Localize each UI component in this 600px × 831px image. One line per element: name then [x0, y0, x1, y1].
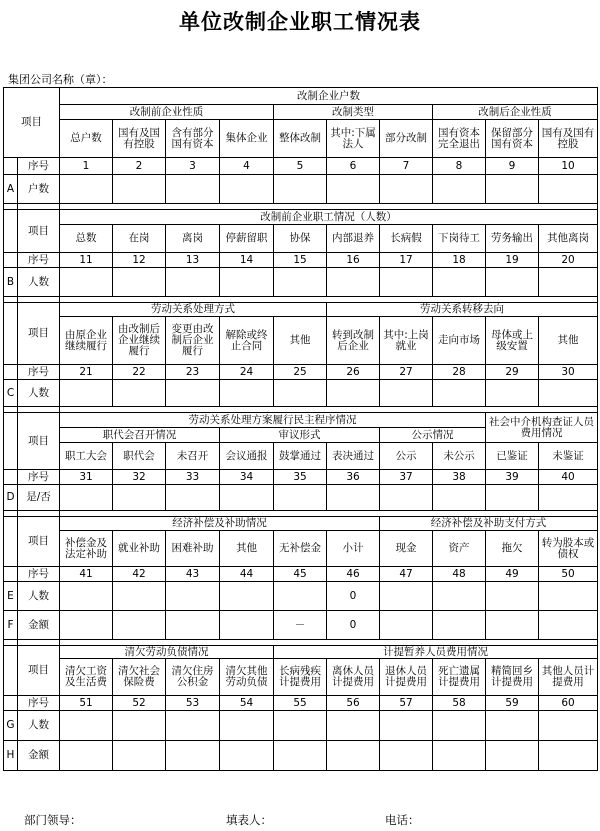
subtotal-value: 0: [327, 611, 380, 640]
data-cell[interactable]: [486, 175, 539, 204]
row-label: 人数: [18, 582, 60, 611]
data-cell[interactable]: [166, 711, 220, 741]
column-number: 41: [60, 567, 113, 582]
column-header: 含有部分国有资本: [166, 120, 220, 158]
column-number: 21: [60, 365, 113, 380]
column-number: 5: [274, 158, 327, 175]
staff-situation-table: [3, 87, 598, 771]
data-cell[interactable]: [380, 268, 433, 297]
row-key: A: [4, 175, 18, 204]
column-header: 整体改制: [274, 120, 327, 158]
column-number: 54: [220, 696, 274, 711]
block5-group-b: 经济补偿及补助支付方式: [380, 517, 598, 531]
column-header: 小计: [327, 531, 380, 567]
blank-cell: [4, 303, 18, 365]
data-cell[interactable]: [166, 175, 220, 204]
column-header: 职工大会: [60, 443, 113, 470]
column-number: 3: [166, 158, 220, 175]
data-cell[interactable]: [486, 711, 539, 741]
column-header: 其中:上岗就业: [380, 317, 433, 365]
column-number: 36: [327, 470, 380, 485]
column-header: 其他: [539, 317, 598, 365]
data-cell[interactable]: [486, 268, 539, 297]
column-header: 补偿金及法定补助: [60, 531, 113, 567]
row-label: 金额: [18, 741, 60, 771]
data-cell[interactable]: [274, 711, 327, 741]
seq-label: 序号: [18, 158, 60, 175]
block3-group-b: 劳动关系转移去向: [327, 303, 598, 317]
column-header: 已鉴证: [486, 443, 539, 470]
column-header: 长病残疾计提费用: [274, 659, 327, 696]
page-title: 单位改制企业职工情况表: [179, 10, 421, 34]
column-header: 鼓掌通过: [274, 443, 327, 470]
data-cell[interactable]: [220, 268, 274, 297]
row-key: E: [4, 582, 18, 611]
column-header: 离岗: [166, 225, 220, 253]
column-header: 精简回乡计提费用: [486, 659, 539, 696]
data-cell[interactable]: [274, 582, 327, 611]
blank-cell: [4, 646, 18, 696]
data-cell[interactable]: [113, 582, 166, 611]
data-cell[interactable]: [433, 485, 486, 511]
seq-label: 序号: [18, 470, 60, 485]
row-label: 是/否: [18, 485, 60, 511]
column-number: 2: [113, 158, 166, 175]
block2-title: 改制前企业职工情况（人数）: [60, 210, 598, 225]
column-number: 8: [433, 158, 486, 175]
footer-phone-label: 电话：: [385, 813, 420, 827]
column-header: 停薪留职: [220, 225, 274, 253]
column-number: 59: [486, 696, 539, 711]
data-cell[interactable]: [60, 711, 113, 741]
block4-group-b: 社会中介机构查证人员费用情况: [486, 413, 598, 443]
column-header: 退休人员计提费用: [380, 659, 433, 696]
block1-group-post: 改制后企业性质: [433, 105, 598, 120]
data-cell[interactable]: [433, 611, 486, 640]
column-header: 母体或上级安置: [486, 317, 539, 365]
block6-group-a: 清欠劳动负债情况: [60, 646, 274, 659]
data-cell[interactable]: [327, 175, 380, 204]
column-header: 部分改制: [380, 120, 433, 158]
column-header: 转到改制后企业: [327, 317, 380, 365]
blank-cell: [4, 158, 18, 175]
data-cell[interactable]: [113, 611, 166, 640]
item-header: 项目: [18, 210, 60, 253]
row-label: 人数: [18, 711, 60, 741]
item-header: 项目: [4, 88, 60, 158]
data-cell[interactable]: [60, 741, 113, 771]
item-header: 项目: [18, 646, 60, 696]
column-number: 43: [166, 567, 220, 582]
data-cell[interactable]: [113, 380, 166, 407]
column-number: 46: [327, 567, 380, 582]
data-cell[interactable]: [60, 268, 113, 297]
column-number: 55: [274, 696, 327, 711]
column-number: 51: [60, 696, 113, 711]
data-cell[interactable]: [220, 741, 274, 771]
column-number: 49: [486, 567, 539, 582]
block5-group-a: 经济补偿及补助情况: [60, 517, 380, 531]
data-cell[interactable]: [274, 741, 327, 771]
column-header: 集体企业: [220, 120, 274, 158]
column-number: 52: [113, 696, 166, 711]
column-number: 35: [274, 470, 327, 485]
block4-sub-b: 审议形式: [220, 428, 380, 443]
data-cell[interactable]: [380, 582, 433, 611]
column-number: 50: [539, 567, 598, 582]
column-header: 由改制后企业继续履行: [113, 317, 166, 365]
data-cell[interactable]: [274, 175, 327, 204]
column-number: 57: [380, 696, 433, 711]
data-cell[interactable]: [380, 485, 433, 511]
column-number: 45: [274, 567, 327, 582]
column-number: 40: [539, 470, 598, 485]
data-cell[interactable]: [327, 485, 380, 511]
column-number: 16: [327, 253, 380, 268]
blank-cell: [4, 696, 18, 711]
column-number: 22: [113, 365, 166, 380]
blank-cell: [4, 517, 18, 567]
column-header: 职代会: [113, 443, 166, 470]
column-header: 公示: [380, 443, 433, 470]
data-cell[interactable]: [166, 611, 220, 640]
data-cell[interactable]: [166, 741, 220, 771]
data-cell[interactable]: [539, 582, 598, 611]
row-key: G: [4, 711, 18, 741]
data-cell[interactable]: [166, 268, 220, 297]
column-header: 表决通过: [327, 443, 380, 470]
seq-label: 序号: [18, 696, 60, 711]
column-header: 死亡遗属计提费用: [433, 659, 486, 696]
column-header: 由原企业继续履行: [60, 317, 113, 365]
column-header: 走向市场: [433, 317, 486, 365]
data-cell[interactable]: [327, 268, 380, 297]
column-header: 解除或终止合同: [220, 317, 274, 365]
column-header: 在岗: [113, 225, 166, 253]
data-cell[interactable]: [539, 175, 598, 204]
column-number: 56: [327, 696, 380, 711]
seq-label: 序号: [18, 567, 60, 582]
blank-cell: [4, 470, 18, 485]
data-cell[interactable]: [380, 175, 433, 204]
column-header: 国有资本完全退出: [433, 120, 486, 158]
column-number: 39: [486, 470, 539, 485]
column-number: 25: [274, 365, 327, 380]
block3-group-a: 劳动关系处理方式: [60, 303, 327, 317]
column-number: 31: [60, 470, 113, 485]
column-header: 拖欠: [486, 531, 539, 567]
blank-cell: [4, 253, 18, 268]
data-cell[interactable]: [486, 741, 539, 771]
data-cell[interactable]: [539, 741, 598, 771]
row-label: 金额: [18, 611, 60, 640]
data-cell[interactable]: [220, 711, 274, 741]
column-number: 28: [433, 365, 486, 380]
column-number: 38: [433, 470, 486, 485]
data-cell[interactable]: [220, 485, 274, 511]
column-number: 11: [60, 253, 113, 268]
data-cell[interactable]: [380, 611, 433, 640]
row-key: C: [4, 380, 18, 407]
column-header: 资产: [433, 531, 486, 567]
data-cell[interactable]: [433, 175, 486, 204]
blank-cell: [4, 413, 18, 470]
data-cell[interactable]: [220, 380, 274, 407]
row-key: B: [4, 268, 18, 297]
column-number: 30: [539, 365, 598, 380]
block1-title: 改制企业户数: [60, 88, 598, 105]
column-header: 离休人员计提费用: [327, 659, 380, 696]
column-header: 其他人员计提费用: [539, 659, 598, 696]
row-key: F: [4, 611, 18, 640]
data-cell[interactable]: [60, 380, 113, 407]
row-label: 人数: [18, 268, 60, 297]
item-header: 项目: [18, 413, 60, 470]
block1-group-pre: 改制前企业性质: [60, 105, 274, 120]
seq-label: 序号: [18, 365, 60, 380]
column-header: 无补偿金: [274, 531, 327, 567]
column-number: 27: [380, 365, 433, 380]
row-label: 户数: [18, 175, 60, 204]
data-cell[interactable]: [113, 711, 166, 741]
block4-sub-c: 公示情况: [380, 428, 486, 443]
footer-filler-label: 填表人：: [226, 813, 272, 827]
column-header: 会议通报: [220, 443, 274, 470]
column-header: 未召开: [166, 443, 220, 470]
data-cell[interactable]: [166, 485, 220, 511]
column-number: 32: [113, 470, 166, 485]
column-number: 13: [166, 253, 220, 268]
column-header: 未鉴证: [539, 443, 598, 470]
dash-value: －: [274, 611, 327, 640]
data-cell[interactable]: [433, 268, 486, 297]
column-number: 6: [327, 158, 380, 175]
data-cell[interactable]: [327, 380, 380, 407]
column-header: 协保: [274, 225, 327, 253]
column-number: 18: [433, 253, 486, 268]
seq-label: 序号: [18, 253, 60, 268]
data-cell[interactable]: [539, 268, 598, 297]
column-number: 9: [486, 158, 539, 175]
data-cell[interactable]: [60, 582, 113, 611]
column-header: 劳务输出: [486, 225, 539, 253]
column-header: 总数: [60, 225, 113, 253]
data-cell[interactable]: [433, 711, 486, 741]
column-header: 清欠住房公积金: [166, 659, 220, 696]
column-number: 53: [166, 696, 220, 711]
column-header: 总户数: [60, 120, 113, 158]
column-number: 37: [380, 470, 433, 485]
column-header: 困难补助: [166, 531, 220, 567]
data-cell[interactable]: [539, 711, 598, 741]
column-header: 其他: [220, 531, 274, 567]
block1-group-type: 改制类型: [274, 105, 433, 120]
data-cell[interactable]: [274, 380, 327, 407]
row-key: D: [4, 485, 18, 511]
data-cell[interactable]: [539, 611, 598, 640]
column-header: 其他: [274, 317, 327, 365]
blank-cell: [4, 365, 18, 380]
column-header: 清欠工资及生活费: [60, 659, 113, 696]
data-cell[interactable]: [60, 485, 113, 511]
data-cell[interactable]: [486, 582, 539, 611]
data-cell[interactable]: [486, 380, 539, 407]
data-cell[interactable]: [380, 711, 433, 741]
company-name-label: 集团公司名称（章）：: [8, 73, 113, 86]
data-cell[interactable]: [380, 380, 433, 407]
data-cell[interactable]: [166, 582, 220, 611]
column-header: 长病假: [380, 225, 433, 253]
column-number: 10: [539, 158, 598, 175]
data-cell[interactable]: [433, 582, 486, 611]
data-cell[interactable]: [486, 611, 539, 640]
blank-cell: [4, 567, 18, 582]
data-cell[interactable]: [113, 485, 166, 511]
data-cell[interactable]: [113, 741, 166, 771]
column-number: 42: [113, 567, 166, 582]
column-number: 33: [166, 470, 220, 485]
column-number: 44: [220, 567, 274, 582]
column-number: 20: [539, 253, 598, 268]
data-cell[interactable]: [113, 268, 166, 297]
column-header: 国有及国有控股: [539, 120, 598, 158]
column-number: 60: [539, 696, 598, 711]
column-header: 未公示: [433, 443, 486, 470]
column-number: 29: [486, 365, 539, 380]
data-cell[interactable]: [60, 175, 113, 204]
column-number: 24: [220, 365, 274, 380]
column-number: 58: [433, 696, 486, 711]
column-number: 48: [433, 567, 486, 582]
column-number: 14: [220, 253, 274, 268]
column-header: 内部退养: [327, 225, 380, 253]
column-number: 4: [220, 158, 274, 175]
data-cell[interactable]: [539, 380, 598, 407]
column-number: 1: [60, 158, 113, 175]
row-key: H: [4, 741, 18, 771]
data-cell[interactable]: [220, 582, 274, 611]
column-number: 34: [220, 470, 274, 485]
column-number: 23: [166, 365, 220, 380]
data-cell[interactable]: [60, 611, 113, 640]
blank-cell: [4, 210, 18, 253]
column-header: 国有及国有控股: [113, 120, 166, 158]
data-cell[interactable]: [220, 611, 274, 640]
column-number: 15: [274, 253, 327, 268]
block6-group-b: 计提暂养人员费用情况: [274, 646, 598, 659]
column-number: 7: [380, 158, 433, 175]
data-cell[interactable]: [274, 268, 327, 297]
column-number: 26: [327, 365, 380, 380]
subtotal-value: 0: [327, 582, 380, 611]
column-number: 19: [486, 253, 539, 268]
column-header: 其中:下属法人: [327, 120, 380, 158]
item-header: 项目: [18, 303, 60, 365]
column-number: 17: [380, 253, 433, 268]
data-cell[interactable]: [380, 741, 433, 771]
column-header: 就业补助: [113, 531, 166, 567]
data-cell[interactable]: [327, 741, 380, 771]
column-header: 转为股本或债权: [539, 531, 598, 567]
column-header: 清欠其他劳动负债: [220, 659, 274, 696]
data-cell[interactable]: [113, 175, 166, 204]
block4-group-a: 劳动关系处理方案履行民主程序情况: [60, 413, 486, 428]
column-number: 47: [380, 567, 433, 582]
data-cell[interactable]: [433, 380, 486, 407]
column-header: 下岗待工: [433, 225, 486, 253]
column-header: 现金: [380, 531, 433, 567]
data-cell[interactable]: [539, 485, 598, 511]
column-header: 其他离岗: [539, 225, 598, 253]
column-header: 保留部分国有资本: [486, 120, 539, 158]
block4-sub-a: 职代会召开情况: [60, 428, 220, 443]
row-label: 人数: [18, 380, 60, 407]
column-number: 12: [113, 253, 166, 268]
column-header: 变更由改制后企业履行: [166, 317, 220, 365]
column-header: 清欠社会保险费: [113, 659, 166, 696]
data-cell[interactable]: [486, 485, 539, 511]
data-cell[interactable]: [327, 711, 380, 741]
data-cell[interactable]: [433, 741, 486, 771]
footer-leader-label: 部门领导：: [24, 813, 82, 827]
data-cell[interactable]: [166, 380, 220, 407]
item-header: 项目: [18, 517, 60, 567]
data-cell[interactable]: [274, 485, 327, 511]
data-cell[interactable]: [220, 175, 274, 204]
